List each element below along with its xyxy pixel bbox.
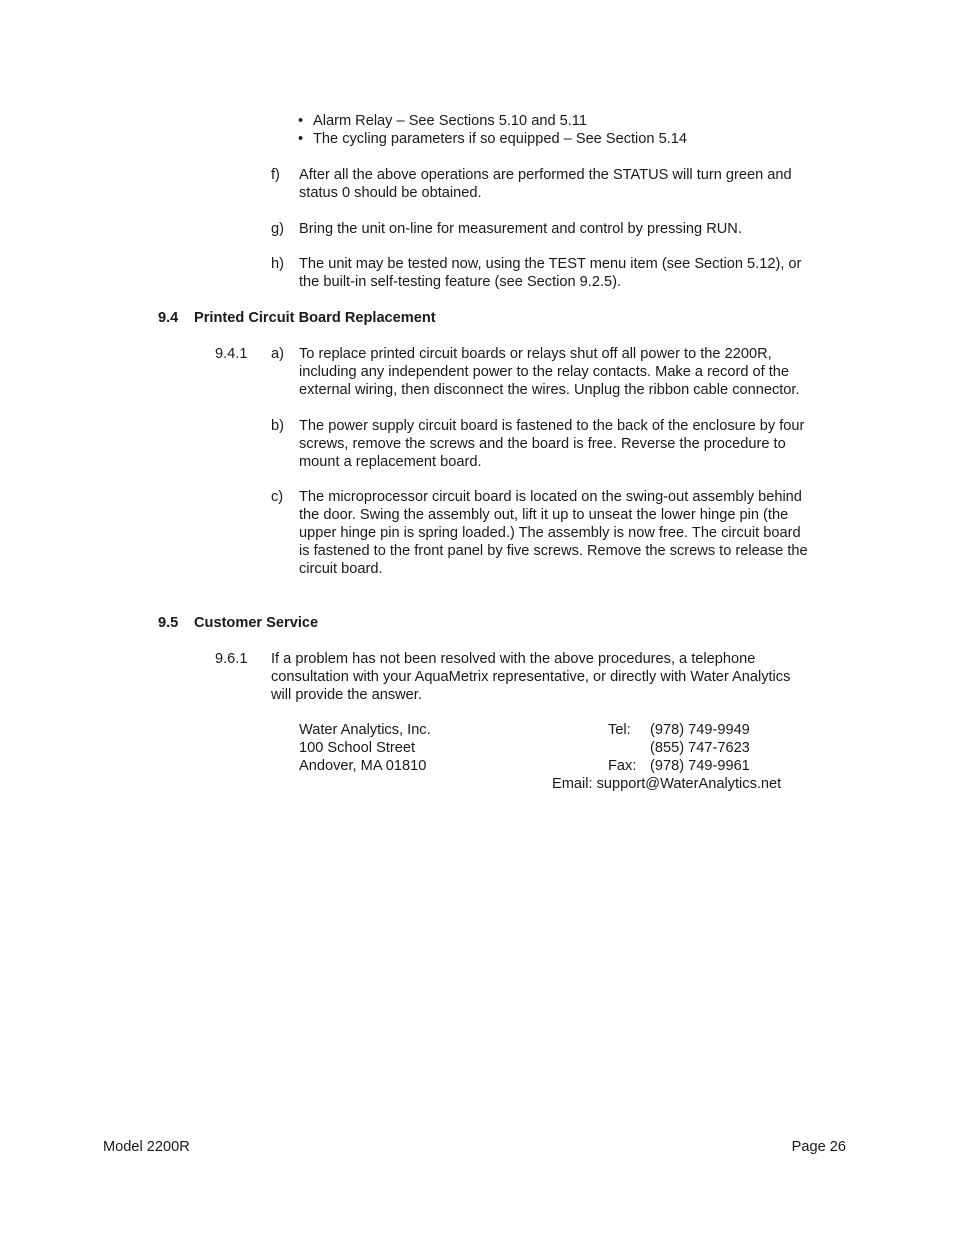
section-title: Customer Service xyxy=(194,615,319,631)
paragraph-line: If a problem has not been resolved with the above procedures, a telephone xyxy=(271,651,756,667)
contact-fax-label: Fax: xyxy=(608,758,637,774)
item-text-line: including any independent power to the relay contacts. Make a record of the xyxy=(299,364,790,380)
subsection-number: 9.6.1 xyxy=(215,651,248,667)
item-text-line: upper hinge pin is spring loaded.) The assembly is now free. The circuit board xyxy=(299,525,801,541)
contact-city: Andover, MA 01810 xyxy=(299,758,427,774)
contact-tel2: (855) 747-7623 xyxy=(650,740,750,756)
contact-email: Email: support@WaterAnalytics.net xyxy=(552,776,782,792)
step-text-line: the built-in self-testing feature (see Section 9.2.5). xyxy=(299,274,622,290)
section-number: 9.4 xyxy=(158,310,179,326)
item-marker: b) xyxy=(271,418,284,434)
item-text-line: is fastened to the front panel by five screws. Remove the screws to release the xyxy=(299,543,808,559)
subsection-number: 9.4.1 xyxy=(215,346,248,362)
step-text-line: status 0 should be obtained. xyxy=(299,185,482,201)
item-marker: a) xyxy=(271,346,284,362)
step-text-line: Bring the unit on-line for measurement and control by pressing RUN. xyxy=(299,221,742,237)
step-marker: g) xyxy=(271,221,284,237)
item-text-line: the door. Swing the assembly out, lift it up to unseat the lower hinge pin (the xyxy=(299,507,789,523)
bullet-item-cycling-parameters: The cycling parameters if so equipped – See Section 5.14 xyxy=(313,131,687,147)
step-marker: h) xyxy=(271,256,284,272)
bullet-dot: • xyxy=(298,131,304,147)
paragraph-line: consultation with your AquaMetrix representative, or directly with Water Analytics xyxy=(271,669,791,685)
bullet-dot: • xyxy=(298,113,304,129)
contact-tel: (978) 749-9949 xyxy=(650,722,750,738)
item-text-line: To replace printed circuit boards or relays shut off all power to the 2200R, xyxy=(299,346,772,362)
item-text-line: circuit board. xyxy=(299,561,383,577)
step-text-line: After all the above operations are performed the STATUS will turn green and xyxy=(299,167,792,183)
item-marker: c) xyxy=(271,489,284,505)
item-text-line: The microprocessor circuit board is located on the swing-out assembly behind xyxy=(299,489,802,505)
footer-page-number: Page 26 xyxy=(791,1139,846,1155)
section-title: Printed Circuit Board Replacement xyxy=(194,310,436,326)
contact-street: 100 School Street xyxy=(299,740,416,756)
contact-company: Water Analytics, Inc. xyxy=(299,722,431,738)
contact-fax: (978) 749-9961 xyxy=(650,758,750,774)
section-number: 9.5 xyxy=(158,615,179,631)
item-text-line: external wiring, then disconnect the wires. Unplug the ribbon cable connector. xyxy=(299,382,800,398)
paragraph-line: will provide the answer. xyxy=(271,687,422,703)
contact-tel-label: Tel: xyxy=(608,722,631,738)
item-text-line: screws, remove the screws and the board is free. Reverse the procedure to xyxy=(299,436,786,452)
item-text-line: The power supply circuit board is fastened to the back of the enclosure by four xyxy=(299,418,805,434)
bullet-item-alarm-relay: Alarm Relay – See Sections 5.10 and 5.11 xyxy=(313,113,587,129)
step-text-line: The unit may be tested now, using the TEST menu item (see Section 5.12), or xyxy=(299,256,802,272)
item-text-line: mount a replacement board. xyxy=(299,454,482,470)
footer-model: Model 2200R xyxy=(103,1139,190,1155)
step-marker: f) xyxy=(271,167,280,183)
